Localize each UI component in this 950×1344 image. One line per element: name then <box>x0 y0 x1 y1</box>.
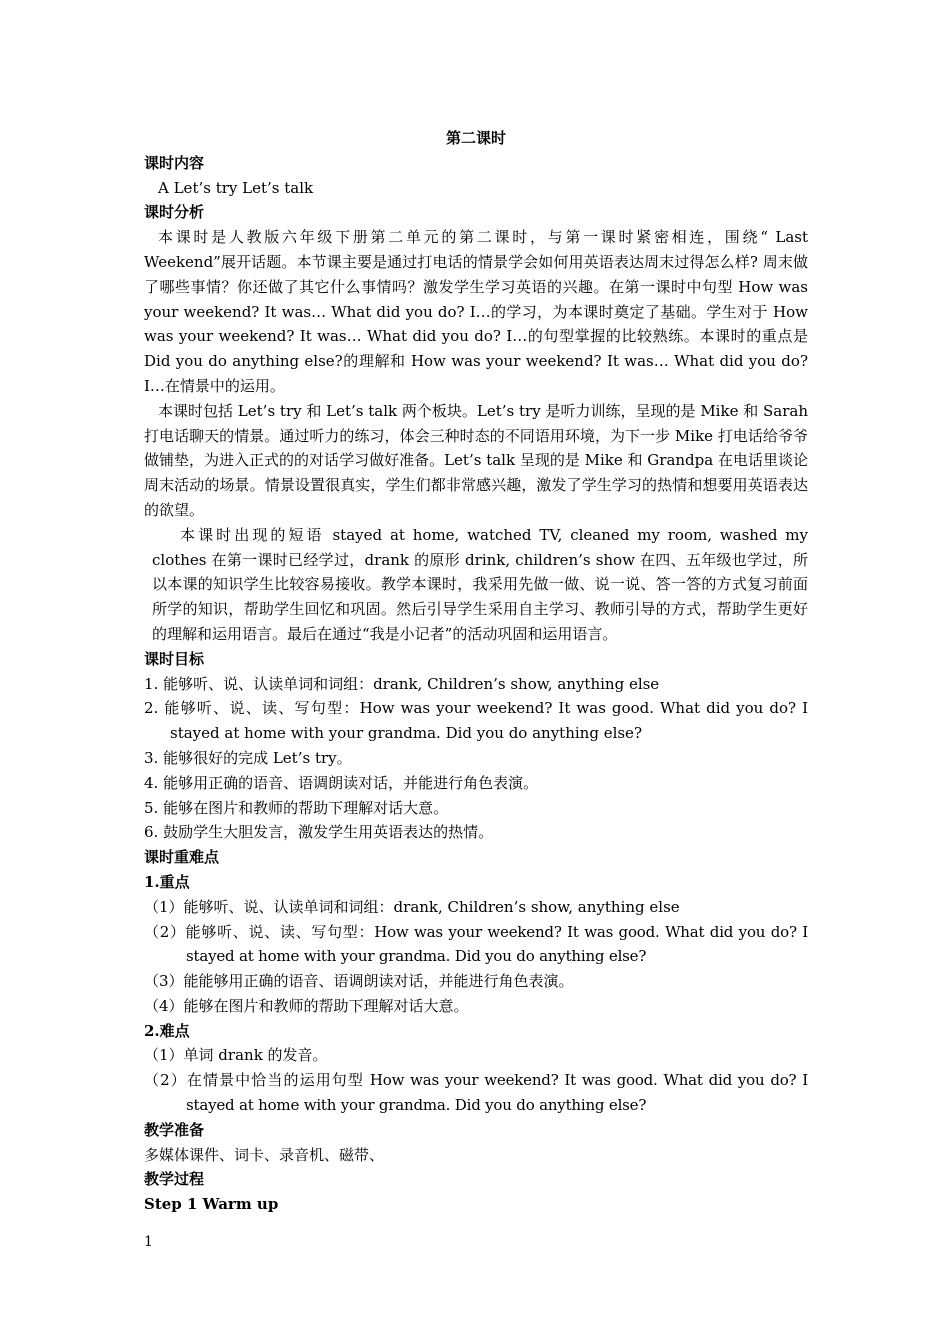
preparation-text: 多媒体课件、词卡、录音机、磁带、 <box>144 1145 385 1164</box>
difficult-point-item: （2）在情景中恰当的运用句型 How was your weekend? It was good. What did you do? I stayed at home with your grandma. Did you do anything else? <box>144 1071 808 1115</box>
section-heading-analysis: 课时分析 <box>144 203 205 222</box>
page-number: 1 <box>144 1234 153 1250</box>
content-text: A Let’s try Let’s talk <box>158 178 314 197</box>
section-heading-keys: 课时重难点 <box>144 848 220 867</box>
analysis-paragraph-2: 本课时包括 Let’s try 和 Let’s talk 两个板块。Let’s try 是听力训练，呈现的是 Mike 和 Sarah 打电话聊天的情景。通过听力的练习，体会三种时态的不同语用环境，为下一步 Mike 打电话给爷爷做铺垫，为进入正式的的对话学习做好准备。Let’s talk 呈现的是 Mike 和 Grandpa 在电话里谈论周末活动的场景。情景设置很真实，学生们都非常感兴趣，激发了学生学习的热情和想要用英语表达的欲望。 <box>144 401 808 519</box>
key-point-item: （4）能够在图片和教师的帮助下理解对话大意。 <box>144 996 469 1015</box>
subheading-key-points: 1.重点 <box>144 872 190 891</box>
document-body <box>144 126 808 1217</box>
analysis-paragraph-1: 本课时是人教版六年级下册第二单元的第二课时，与第一课时紧密相连，围绕“ Last Weekend”展开话题。本节课主要是通过打电话的情景学会如何用英语表达周末过得怎么样? 周末做了哪些事情？你还做了其它什么事情吗？激发学生学习英语的兴趣。在第一课时中句型 How was your weekend? It was… What did you do? I…的学习，为本课时奠定了基础。学生对于 How was your weekend? It was… What did you do? I…的句型掌握的比较熟练。本课时的重点是 Did you do anything else?的理解和 How was your weekend? It was… What did you do? I…在情景中的运用。 <box>144 228 808 395</box>
section-heading-goals: 课时目标 <box>144 649 205 668</box>
key-point-item: （3）能能够用正确的语音、语调朗读对话，并能进行角色表演。 <box>144 972 574 991</box>
difficult-point-item: （1）单词 drank 的发音。 <box>144 1046 328 1065</box>
document-title: 第二课时 <box>445 129 506 147</box>
goal-item: 3. 能够很好的完成 Let’s try。 <box>144 748 352 767</box>
analysis-paragraph-3: 本课时出现的短语 stayed at home, watched TV, cleaned my room, washed my clothes 在第一课时已经学过，drank 的原形 drink, children’s show 在四、五年级也学过，所以本课的知识学生比较容易接收。教学本课时，我采用先做一做、说一说、答一答的方式复习前面所学的知识，帮助学生回忆和巩固。然后引导学生采用自主学习、教师引导的方式，帮助学生更好的理解和运用语言。最后在通过“我是小记者”的活动巩固和运用语言。 <box>152 525 808 643</box>
section-heading-process: 教学过程 <box>144 1170 205 1189</box>
goal-item: 5. 能够在图片和教师的帮助下理解对话大意。 <box>144 798 449 817</box>
key-point-item: （2）能够听、说、读、写句型：How was your weekend? It was good. What did you do? I stayed at home with your grandma. Did you do anything else? <box>144 922 808 966</box>
step-1-heading: Step 1 Warm up <box>144 1195 279 1214</box>
subheading-difficult-points: 2.难点 <box>144 1021 190 1040</box>
section-heading-content: 课时内容 <box>144 153 205 172</box>
goal-item: 1. 能够听、说、认读单词和词组：drank, Children’s show, anything else <box>144 674 660 693</box>
section-heading-preparation: 教学准备 <box>144 1120 205 1139</box>
goal-item: 4. 能够用正确的语音、语调朗读对话，并能进行角色表演。 <box>144 773 539 792</box>
goal-item: 6. 鼓励学生大胆发言，激发学生用英语表达的热情。 <box>144 823 494 842</box>
goal-item: 2. 能够听、说、读、写句型：How was your weekend? It was good. What did you do? I stayed at home with your grandma. Did you do anything else? <box>144 699 808 743</box>
key-point-item: （1）能够听、说、认读单词和词组：drank, Children’s show, anything else <box>144 897 680 916</box>
